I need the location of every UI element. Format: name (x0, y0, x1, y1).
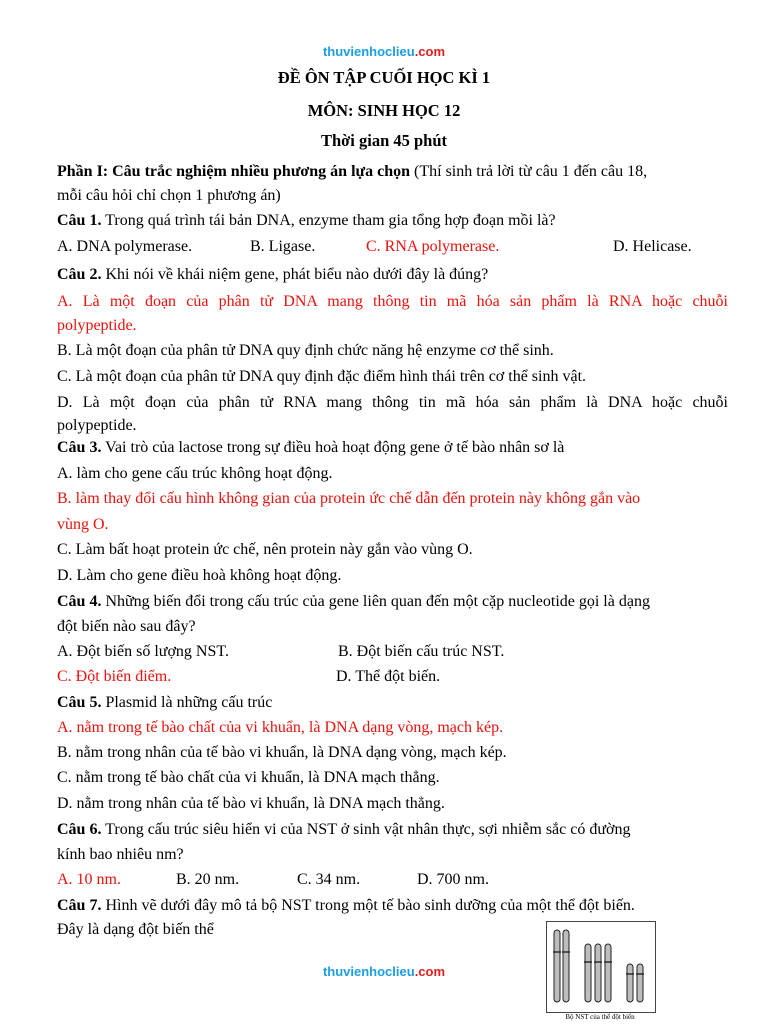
part1-heading-line (57, 162, 728, 182)
exam-time: Thời gian 45 phút (320, 131, 448, 150)
q6-option-d: D. 700 nm. (417, 871, 489, 888)
part1-note-continued: mỗi câu hỏi chỉ chọn 1 phương án) (57, 187, 281, 204)
question-5: Câu 5. Plasmid là những cấu trúc (57, 694, 273, 711)
figure-caption: Bộ NST của thể đột biến (565, 1013, 635, 1021)
watermark-bottom[interactable]: thuvienhoclieu.com (322, 964, 446, 979)
q3-option-b-continued: vùng O. (57, 516, 109, 533)
q5-option-d: D. nằm trong nhân của tế bào vi khuẩn, là DNA mạch thẳng. (57, 795, 445, 812)
q1-option-d: D. Helicase. (613, 238, 692, 255)
q5-option-a-answer: A. nằm trong tế bào chất của vi khuẩn, là DNA dạng vòng, mạch kép. (57, 719, 504, 736)
q3-option-b-answer: B. làm thay đổi cấu hình không gian của protein ức chế dẫn đến protein này không gắn vào (57, 490, 641, 507)
question-1: Câu 1. Trong quá trình tái bản DNA, enzyme tham gia tổng hợp đoạn mồi là? (57, 212, 556, 229)
exam-subject: MÔN: SINH HỌC 12 (307, 101, 461, 120)
q2-option-a-answer: A. Là một đoạn của phân tử DNA mang thông tin mã hóa sản phẩm là RNA hoặc chuỗi (57, 293, 728, 310)
q2-option-c: C. Là một đoạn của phân tử DNA quy định đặc điểm hình thái trên cơ thể sinh vật. (57, 368, 587, 385)
q3-option-c: C. Làm bất hoạt protein ức chế, nên protein này gắn vào vùng O. (57, 541, 473, 558)
question-2: Câu 2. Khi nói về khái niệm gene, phát biểu nào dưới đây là đúng? (57, 266, 489, 283)
question-6: Câu 6. Trong cấu trúc siêu hiển vi của NST ở sinh vật nhân thực, sợi nhiễm sắc có đường (57, 821, 631, 838)
watermark-top[interactable]: thuvienhoclieu.com (322, 44, 446, 59)
q4-option-d: D. Thể đột biến. (336, 668, 441, 685)
question-7: Câu 7. Hình vẽ dưới đây mô tả bộ NST trong một tế bào sinh dưỡng của một thể đột biến. (57, 897, 635, 914)
q2-option-d-continued: polypeptide. (57, 417, 137, 434)
q2-option-d: D. Là một đoạn của phân tử RNA mang thông tin mã hóa sản phẩm là DNA hoặc chuỗi (57, 394, 728, 411)
question-4: Câu 4. Những biến đổi trong cấu trúc của gene liên quan đến một cặp nucleotide gọi là dạng (57, 593, 650, 610)
part1-note: (Thí sinh trả lời từ câu 1 đến câu 18, (414, 163, 648, 180)
q5-option-c: C. nằm trong tế bào chất của vi khuẩn, là DNA mạch thẳng. (57, 769, 440, 786)
question-3: Câu 3. Vai trò của lactose trong sự điều hoà hoạt động gene ở tế bào nhân sơ là (57, 439, 565, 456)
q3-option-a: A. làm cho gene cấu trúc không hoạt động. (57, 465, 333, 482)
q6-option-c: C. 34 nm. (297, 871, 361, 888)
q4-option-c-answer: C. Đột biến điểm. (57, 668, 172, 685)
question-4-continued: đột biến nào sau đây? (57, 618, 196, 635)
q6-option-a-answer: A. 10 nm. (57, 871, 121, 888)
q3-option-d: D. Làm cho gene điều hoà không hoạt động. (57, 567, 342, 584)
question-6-continued: kính bao nhiêu nm? (57, 846, 184, 863)
q1-option-c-answer: C. RNA polymerase. (366, 238, 500, 255)
q2-option-b: B. Là một đoạn của phân tử DNA quy định chức năng hệ enzyme cơ thể sinh. (57, 342, 554, 359)
q1-option-a: A. DNA polymerase. (57, 238, 193, 255)
q2-option-a-continued: polypeptide. (57, 317, 137, 334)
q4-option-b: B. Đột biến cấu trúc NST. (338, 643, 505, 660)
q1-option-b: B. Ligase. (250, 238, 316, 255)
q5-option-b: B. nằm trong nhân của tế bào vi khuẩn, là DNA dạng vòng, mạch kép. (57, 744, 507, 761)
q4-option-a: A. Đột biến số lượng NST. (57, 643, 229, 660)
q6-option-b: B. 20 nm. (176, 871, 240, 888)
exam-title: ĐỀ ÔN TẬP CUỐI HỌC KÌ 1 (277, 68, 491, 87)
part1-heading: Phần I: Câu trắc nghiệm nhiều phương án lựa chọn (57, 163, 411, 180)
question-7-continued: Đây là dạng đột biến thể (57, 921, 214, 938)
